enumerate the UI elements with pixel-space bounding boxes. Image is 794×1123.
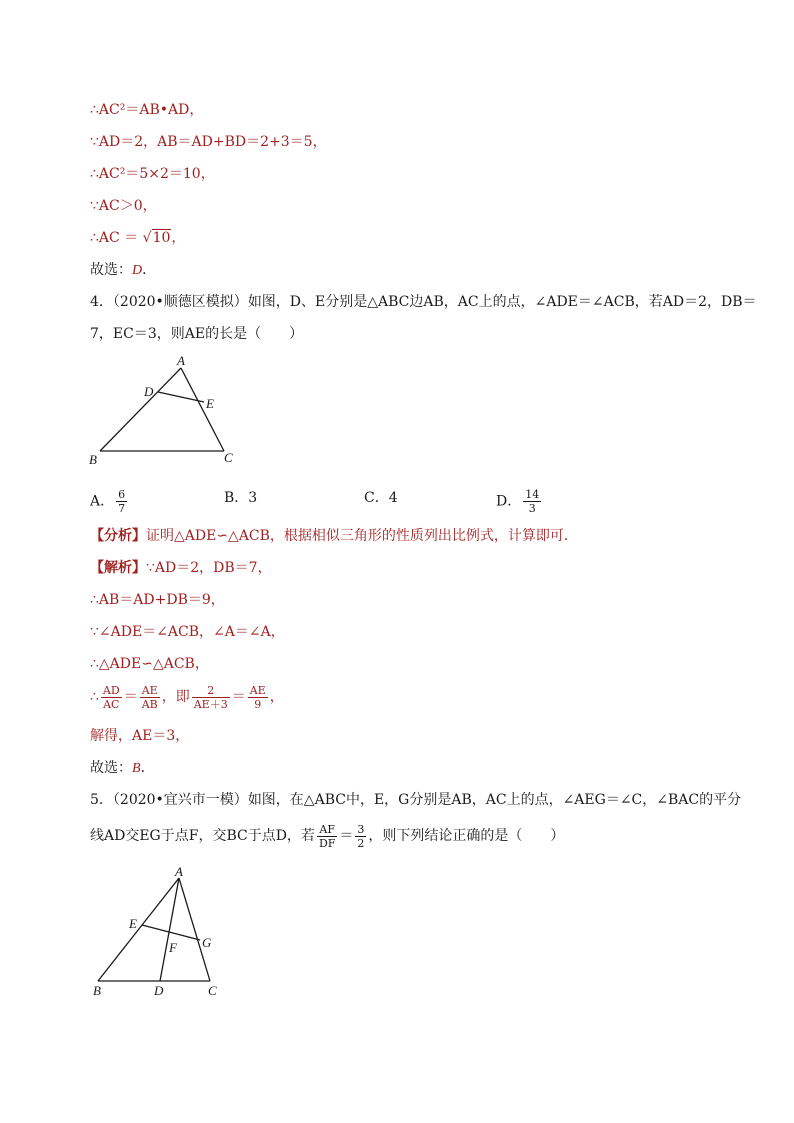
fraction-3-2	[355, 823, 366, 850]
q4-solution-2: ∴AB＝AD+DB＝9，	[90, 592, 225, 608]
q4-segment-de	[158, 392, 204, 402]
q4-label-a: A	[177, 353, 185, 368]
q5-label-e: E	[129, 916, 137, 931]
q5-label-f: F	[169, 940, 177, 955]
q4-label-d: D	[144, 384, 154, 399]
q4-edge-ac	[181, 368, 224, 451]
q4-answer-suffix: ．	[140, 760, 155, 776]
answer-line	[90, 260, 156, 281]
q4-label-c: C	[224, 450, 233, 465]
fraction-ae-9-num: AE	[249, 683, 266, 697]
q4-option-a-label: A．	[90, 493, 115, 510]
q4-option-d-den: 3	[528, 502, 536, 515]
sqrt-expression: √10	[142, 230, 171, 246]
analysis-text: 证明△ADE∽△ACB，根据相似三角形的性质列出比例式，计算即可．	[146, 528, 578, 544]
solution-line-4: ∵AC＞0，	[90, 198, 157, 214]
q5-label-a: A	[175, 864, 183, 879]
q4-solution-6: 解得，AE＝3，	[90, 728, 190, 744]
q4-answer-prefix: 故选：	[90, 760, 132, 776]
q4-option-d-num: 14	[525, 488, 540, 501]
q5-label-c: C	[208, 983, 217, 998]
fraction-2-ae3	[192, 684, 230, 711]
solution-tag: 【解析】	[90, 560, 146, 576]
q4-option-d[interactable]	[496, 488, 543, 515]
q5-segment-ad	[160, 878, 179, 981]
q4-solution-4: ∴△ADE∽△ACB，	[90, 656, 209, 672]
q4-solution-1	[90, 558, 272, 578]
q5-line-1	[90, 790, 741, 810]
q4-s5-eq1: ＝	[123, 689, 138, 705]
answer-prefix: 故选：	[90, 262, 132, 278]
q4-option-a[interactable]	[90, 488, 129, 515]
fraction-ae-ab	[140, 684, 160, 711]
q4-line-2: 7，EC＝3，则AE的长是（ ）	[90, 326, 304, 342]
q5-edge-ab	[98, 878, 179, 981]
q5-text-1: 如图，在△ABC中，E，G分别是AB，AC上的点，∠AEG＝∠C，∠BAC的平分	[247, 792, 742, 808]
fraction-af-df-den: DF	[318, 836, 336, 850]
q5-segment-eg	[142, 925, 200, 940]
q4-triangle-figure	[80, 350, 250, 475]
solution-line-5	[90, 228, 185, 248]
fraction-af-df	[317, 823, 337, 850]
q4-solution-3: ∵∠ADE＝∠ACB，∠A＝∠A，	[90, 624, 285, 640]
fraction-3-2-den: 2	[357, 836, 365, 850]
fraction-ad-ac-den: AC	[103, 697, 120, 711]
q4-solution-step-1: ∵AD＝2，DB＝7，	[146, 560, 272, 576]
q5-edge-ac	[179, 878, 210, 981]
fraction-ae-ab-den: AB	[141, 697, 158, 711]
solution-line-2: ∵AD＝2，AB＝AD+BD＝2+3＝5，	[90, 134, 327, 150]
q5-triangle-figure	[80, 862, 240, 1002]
q5-text-2-suffix: ，则下列结论正确的是（ ）	[368, 828, 565, 844]
fraction-2-ae3-den: AE＋3	[193, 697, 228, 711]
fraction-ae-9	[248, 684, 268, 711]
fraction-af-df-num: AF	[317, 823, 337, 837]
q4-s5-prefix: ∴	[90, 689, 99, 705]
sqrt-radicand: 10	[152, 230, 171, 246]
solution-line-1: ∴AC²＝AB•AD，	[90, 102, 204, 118]
q4-number: 4．	[90, 294, 113, 310]
q4-line-1	[90, 292, 757, 312]
q4-s5-suffix: ，	[269, 689, 284, 705]
q4-analysis	[90, 526, 578, 546]
q4-option-a-num: 6	[118, 488, 126, 501]
q4-label-b: B	[89, 452, 97, 467]
q5-eq: ＝	[339, 828, 354, 844]
q4-option-d-label: D．	[496, 493, 522, 510]
answer-suffix: ．	[142, 262, 157, 278]
q4-option-b[interactable]: B．3	[224, 490, 258, 506]
solution-line-3: ∴AC²＝5×2＝10，	[90, 166, 215, 182]
q4-answer-value: B	[132, 761, 141, 776]
q5-text-2-prefix: 线AD交EG于点F，交BC于点D，若	[90, 828, 315, 844]
q4-option-d-fraction	[523, 488, 541, 515]
q4-option-a-fraction	[116, 488, 127, 515]
fraction-ae-9-den: 9	[254, 697, 262, 711]
fraction-3-2-num: 3	[357, 822, 365, 836]
q4-text-1: 如图，D、E分别是△ABC边AB，AC上的点，∠ADE＝∠ACB，若AD＝2，DB＝	[247, 294, 757, 310]
fraction-ad-ac	[101, 684, 122, 711]
solution-line-5-prefix: ∴AC ＝	[90, 230, 139, 246]
q4-label-e: E	[206, 396, 214, 411]
q5-label-b: B	[93, 983, 101, 998]
fraction-ae-ab-num: AE	[140, 684, 160, 698]
fraction-2-ae3-num: 2	[192, 684, 230, 698]
analysis-tag: 【分析】	[90, 528, 146, 544]
q5-label-d: D	[154, 983, 164, 998]
q4-solution-5	[90, 680, 284, 714]
q4-s5-eq2: ＝	[231, 689, 246, 705]
q4-answer-line	[90, 758, 155, 779]
q4-option-a-den: 7	[118, 502, 126, 515]
fraction-ad-ac-num: AD	[102, 683, 120, 697]
q5-number: 5．	[90, 792, 113, 808]
q4-edge-ab	[100, 368, 181, 451]
q4-s5-mid: ，即	[161, 689, 190, 705]
q5-line-2	[90, 818, 564, 854]
solution-line-5-suffix: ，	[171, 230, 186, 246]
q5-source: （2020•宜兴市一模）	[112, 792, 248, 808]
answer-value: D	[132, 263, 143, 278]
q4-option-c[interactable]: C．4	[364, 490, 398, 506]
q4-source: （2020•顺德区模拟）	[112, 294, 248, 310]
q5-label-g: G	[202, 935, 212, 950]
